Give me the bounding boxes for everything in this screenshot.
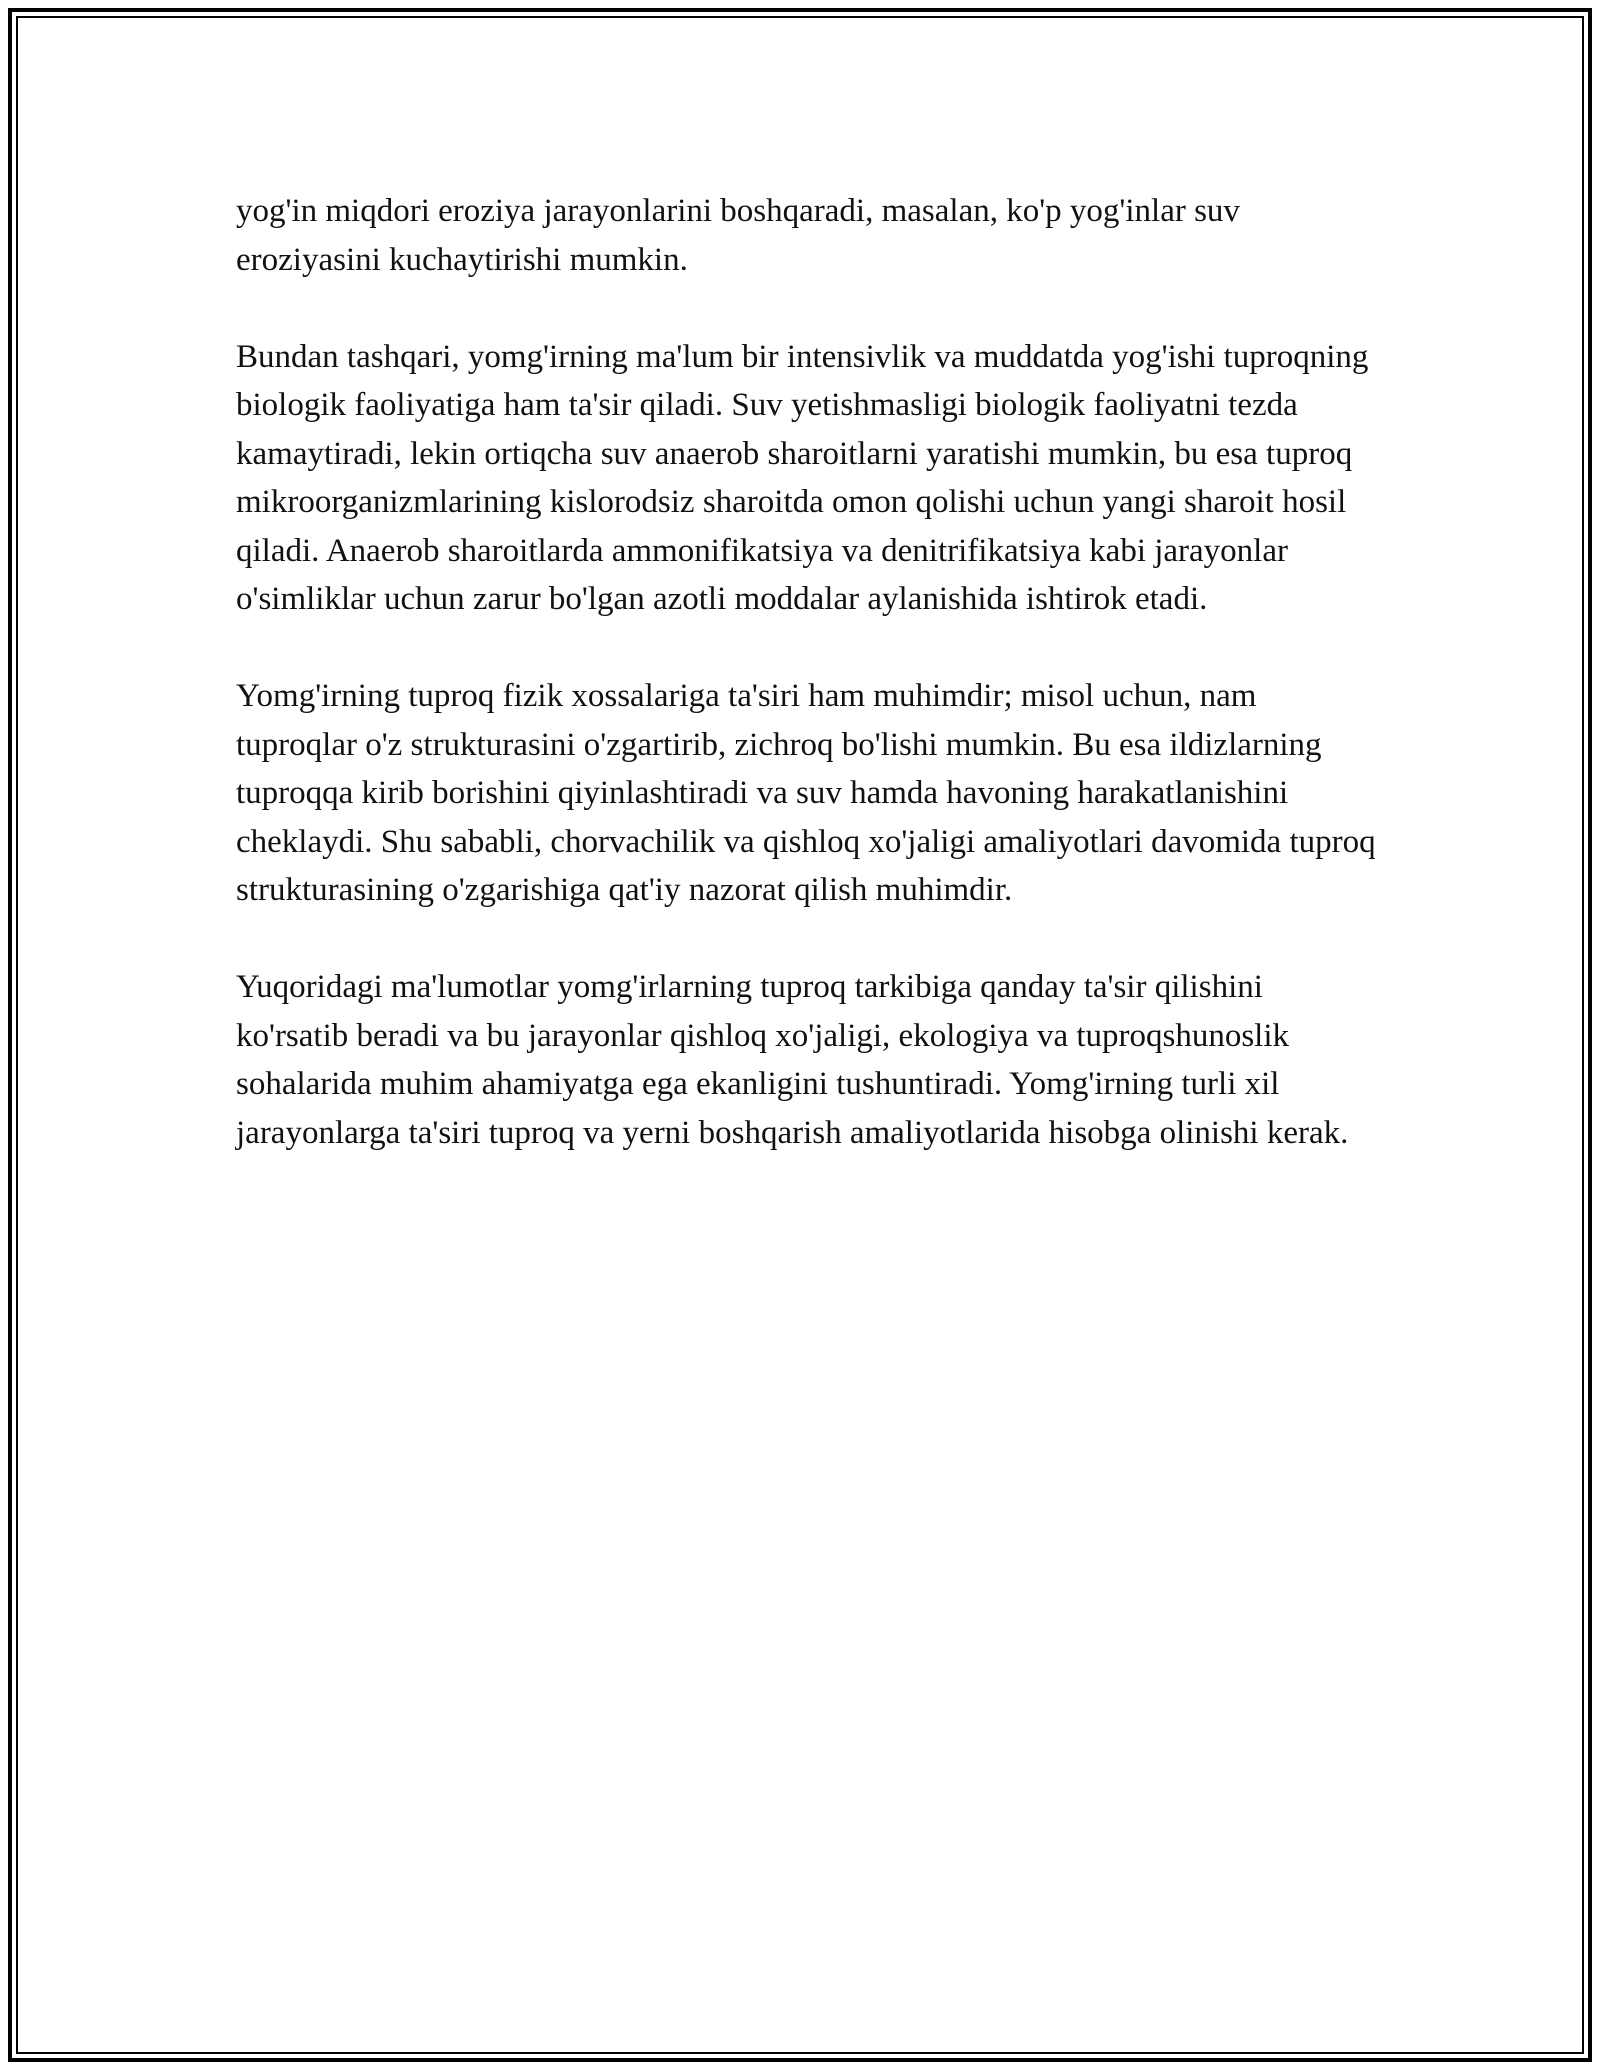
paragraph-4: Yuqoridagi ma'lumotlar yomg'irlarning tuproq tarkibiga qanday ta'sir qilishini ko'rsatib beradi va bu jarayonlar qishloq xo'jaligi, ekologiya va tuproqshunoslik sohalarida muhim ahamiyatga ega ekanligini tushuntiradi. Yomg'irning turli xil jarayonlarga ta'siri tuproq va yerni boshqarish amaliyotlarida hisobga olinishi kerak. [236, 969, 1349, 1151]
paragraph-2: Bundan tashqari, yomg'irning ma'lum bir intensivlik va muddatda yog'ishi tuproqning biologik faoliyatiga ham ta'sir qiladi. Suv yetishmasligi biologik faoliyatni tezda kamaytiradi, lekin ortiqcha suv anaerob sharoitlarni yaratishi mumkin, bu esa tuproq mikroorganizmlarining kislorodsiz sharoitda omon qolishi uchun yangi sharoit hosil qiladi. Anaerob sharoitlarda ammonifikatsiya va denitrifikatsiya kabi jarayonlar o'simliklar uchun zarur bo'lgan azotli moddalar aylanishida ishtirok etadi. [236, 338, 1369, 617]
document-body [236, 187, 1376, 1206]
paragraph-1: yog'in miqdori eroziya jarayonlarini boshqaradi, masalan, ko'p yog'inlar suv eroziyasini kuchaytirishi mumkin. [236, 193, 1240, 278]
paragraph-3: Yomg'irning tuproq fizik xossalariga ta'siri ham muhimdir; misol uchun, nam tuproqlar o'z strukturasini o'zgartirib, zichroq bo'lishi mumkin. Bu esa ildizlarning tuproqqa kirib borishini qiyinlashtiradi va suv hamda havoning harakatlanishini cheklaydi. Shu sababli, chorvachilik va qishloq xo'jaligi amaliyotlari davomida tuproq strukturasining o'zgarishiga qat'iy nazorat qilish muhimdir. [236, 678, 1376, 908]
